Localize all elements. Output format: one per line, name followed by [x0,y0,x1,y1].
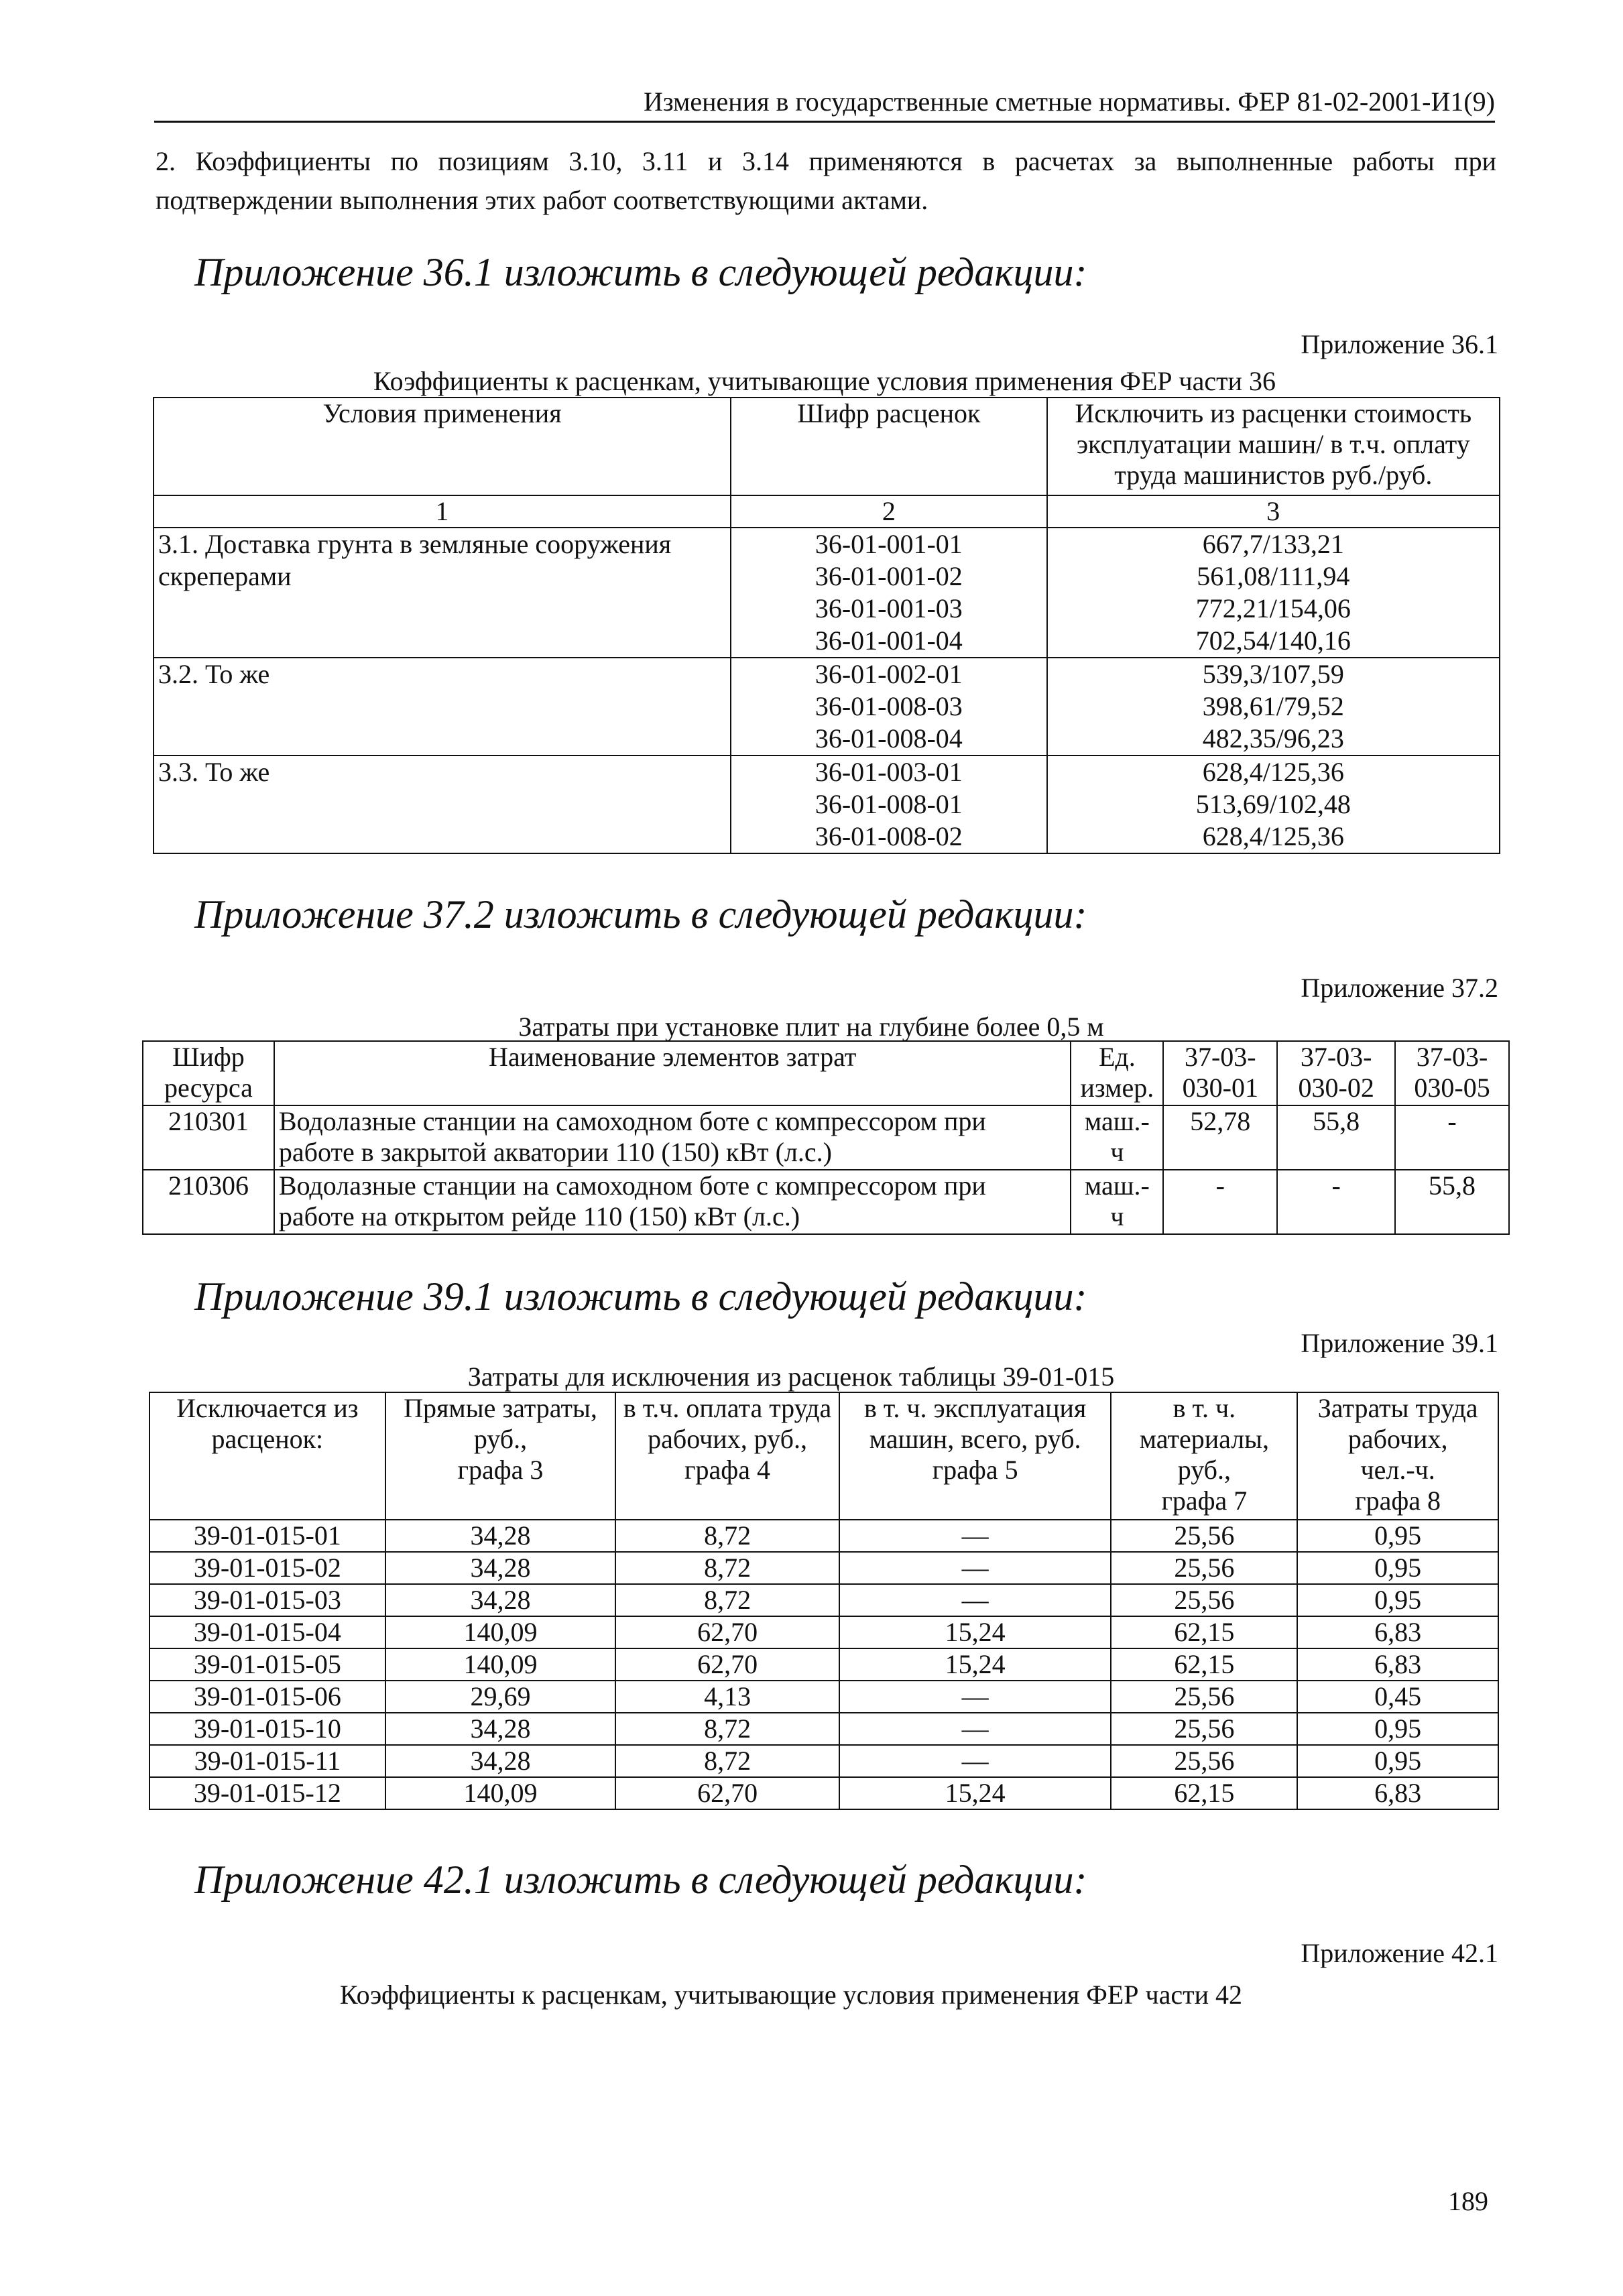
table-cell: — [839,1681,1111,1713]
table-cell: 62,70 [615,1648,839,1681]
col-number: 2 [731,495,1047,528]
table-row: 3.3. То же 36-01-003-01 36-01-008-01 36-01-008-02 628,4/125,36 513,69/102,48 628,4/125,36 [154,756,1500,853]
table-cell: — [839,1584,1111,1616]
col-number: 3 [1047,495,1500,528]
col-header-codes: Шифр расценок [731,398,1047,495]
table-row [149,1616,1498,1648]
table-cell: 25,56 [1111,1552,1297,1584]
note-line-2: подтверждении выполнения этих работ соответствующими актами. [156,185,928,215]
table-row [149,1777,1498,1809]
table-row [149,1713,1498,1745]
table-cell: 25,56 [1111,1745,1297,1777]
table-cell: 140,09 [385,1616,616,1648]
table-cell: 0,95 [1297,1745,1498,1777]
table-cell: 25,56 [1111,1520,1297,1552]
table-cell: 39-01-015-03 [149,1584,385,1616]
table-cell: 0,95 [1297,1552,1498,1584]
table-cell: 34,28 [385,1520,616,1552]
table-cell: 39-01-015-06 [149,1681,385,1713]
appendix-label-42: Приложение 42.1 [1301,1938,1498,1968]
col-header-name: Наименование элементов затрат [274,1041,1071,1105]
table-row: 3.2. То же 36-01-002-01 36-01-008-03 36-01-008-04 539,3/107,59 398,61/79,52 482,35/96,23 [154,658,1500,756]
note-line-1: 2. Коэффициенты по позициям 3.10, 3.11 и 3.14 применяются в расчетах за выполненные работы при [156,146,1496,176]
table-cell: 6,83 [1297,1616,1498,1648]
table-cell: 39-01-015-11 [149,1745,385,1777]
table-cell: 34,28 [385,1713,616,1745]
table-cell: 140,09 [385,1648,616,1681]
table-row [149,1520,1498,1552]
table-cell: 4,13 [615,1681,839,1713]
page-number: 189 [1448,2186,1488,2216]
table-row [149,1681,1498,1713]
table-cell: 8,72 [615,1552,839,1584]
appendix-label-36: Приложение 36.1 [1301,329,1498,359]
table-cell: 39-01-015-12 [149,1777,385,1809]
table-cell: — [839,1520,1111,1552]
table-caption-36: Коэффициенты к расценкам, учитывающие условия применения ФЕР части 36 [373,366,1276,396]
table-cell: 0,45 [1297,1681,1498,1713]
table-cell: 29,69 [385,1681,616,1713]
col-header-exclude: Исключить из расценки стоимость эксплуатации машин/ в т.ч. оплату труда машинистов руб./руб. [1047,398,1500,495]
table-cell: 140,09 [385,1777,616,1809]
table-cell: 15,24 [839,1777,1111,1809]
table-row [149,1745,1498,1777]
col-header-conditions: Условия применения [154,398,731,495]
table-caption-39: Затраты для исключения из расценок таблицы 39-01-015 [467,1362,1115,1392]
table-row [149,1552,1498,1584]
table-cell: 0,95 [1297,1520,1498,1552]
running-header: Изменения в государственные сметные нормативы. ФЕР 81-02-2001-И1(9) [154,86,1495,123]
table-cell: 39-01-015-10 [149,1713,385,1745]
section-heading-42: Приложение 42.1 изложить в следующей редакции: [194,1858,1087,1902]
section-heading-39: Приложение 39.1 изложить в следующей редакции: [194,1274,1087,1319]
table-cell: 62,70 [615,1777,839,1809]
table-cell: 34,28 [385,1584,616,1616]
table-cell: 25,56 [1111,1713,1297,1745]
appendix-label-37: Приложение 37.2 [1301,973,1498,1003]
table-row: 3.1. Доставка грунта в земляные сооружения скреперами 36-01-001-01 36-01-001-02 36-01-001-03 36-01-001-04 667,7/133,21 561,08/111,94 772,21/154,06 702,54/140,16 [154,528,1500,658]
table-cell: 34,28 [385,1745,616,1777]
table-cell: 62,15 [1111,1616,1297,1648]
table-cell: 8,72 [615,1520,839,1552]
col-number: 1 [154,495,731,528]
table-row [149,1584,1498,1616]
section-heading-36: Приложение 36.1 изложить в следующей редакции: [194,250,1087,294]
table-cell: 39-01-015-04 [149,1616,385,1648]
table-36 [153,397,1500,854]
table-cell: 62,15 [1111,1648,1297,1681]
table-cell: — [839,1552,1111,1584]
appendix-label-39: Приложение 39.1 [1301,1328,1498,1358]
table-cell: 6,83 [1297,1777,1498,1809]
table-cell: 15,24 [839,1648,1111,1681]
table-cell: 0,95 [1297,1713,1498,1745]
table-row: 210301 Водолазные станции на самоходном боте с компрессором при работе в закрытой акватории 110 (150) кВт (л.с.) маш.- ч 52,78 55,8 - [143,1105,1509,1170]
table-cell: 39-01-015-02 [149,1552,385,1584]
table-cell: 62,70 [615,1616,839,1648]
table-cell: 8,72 [615,1584,839,1616]
table-cell: 25,56 [1111,1681,1297,1713]
table-cell: 34,28 [385,1552,616,1584]
table-caption-37: Затраты при установке плит на глубине более 0,5 м [518,1012,1104,1042]
table-cell: 0,95 [1297,1584,1498,1616]
table-37: Шифр ресурса Наименование элементов затрат Ед. измер. 37-03- 030-01 37-03- 030-02 37-03- 030-05 210301 Водолазные станции на самоходном боте с компрессором при работе в закрытой акватории 110 (150) кВт (л.с.) маш.- ч 52,78 55,8 - 210306 Водолазные станции на самоходном боте с компрессором при работе на открытом рейде 110 (150) кВт (л.с.) маш.- ч - - 55,8 [142,1040,1510,1235]
table-cell: 8,72 [615,1713,839,1745]
table-cell: — [839,1745,1111,1777]
table-caption-42: Коэффициенты к расценкам, учитывающие условия применения ФЕР части 42 [339,1980,1243,2010]
section-heading-37: Приложение 37.2 изложить в следующей редакции: [194,892,1087,936]
table-cell: 15,24 [839,1616,1111,1648]
table-cell: — [839,1713,1111,1745]
table-39: Исключается из расценок: Прямые затраты, руб., графа 3 в т.ч. оплата труда рабочих, руб., графа 4 в т. ч. эксплуатация машин, всего, руб. графа 5 в т. ч. материалы, руб., графа 7 Затраты труда рабочих, чел.-ч. графа 8 39-01-015-01 34,28 8,72 — 25,56 0,95 39-01-015-02 34,28 8,72 — 25,56 0,95 39-01-015-03 34,28 8,72 — 25,56 0,95 39-01-015-04 140,09 62,70 15,24 62,15 6,83 39-01-015-05 140,09 62,70 15,24 62,15 6,83 39-01-015-06 29,69 4,13 — 25,56 0,45 39-01-015-10 34,28 8,72 — 25,56 0,95 39-01-015-11 34,28 8,72 — 25,56 0,95 39-01-015-12 140,09 62,70 15,24 62,15 6,83 [149,1392,1499,1810]
table-cell: 25,56 [1111,1584,1297,1616]
table-cell: 39-01-015-05 [149,1648,385,1681]
table-row [149,1648,1498,1681]
note-paragraph [156,142,1496,220]
table-cell: 8,72 [615,1745,839,1777]
table-cell: 6,83 [1297,1648,1498,1681]
table-cell: 62,15 [1111,1777,1297,1809]
table-cell: 39-01-015-01 [149,1520,385,1552]
table-row: 210306 Водолазные станции на самоходном боте с компрессором при работе на открытом рейде 110 (150) кВт (л.с.) маш.- ч - - 55,8 [143,1170,1509,1234]
